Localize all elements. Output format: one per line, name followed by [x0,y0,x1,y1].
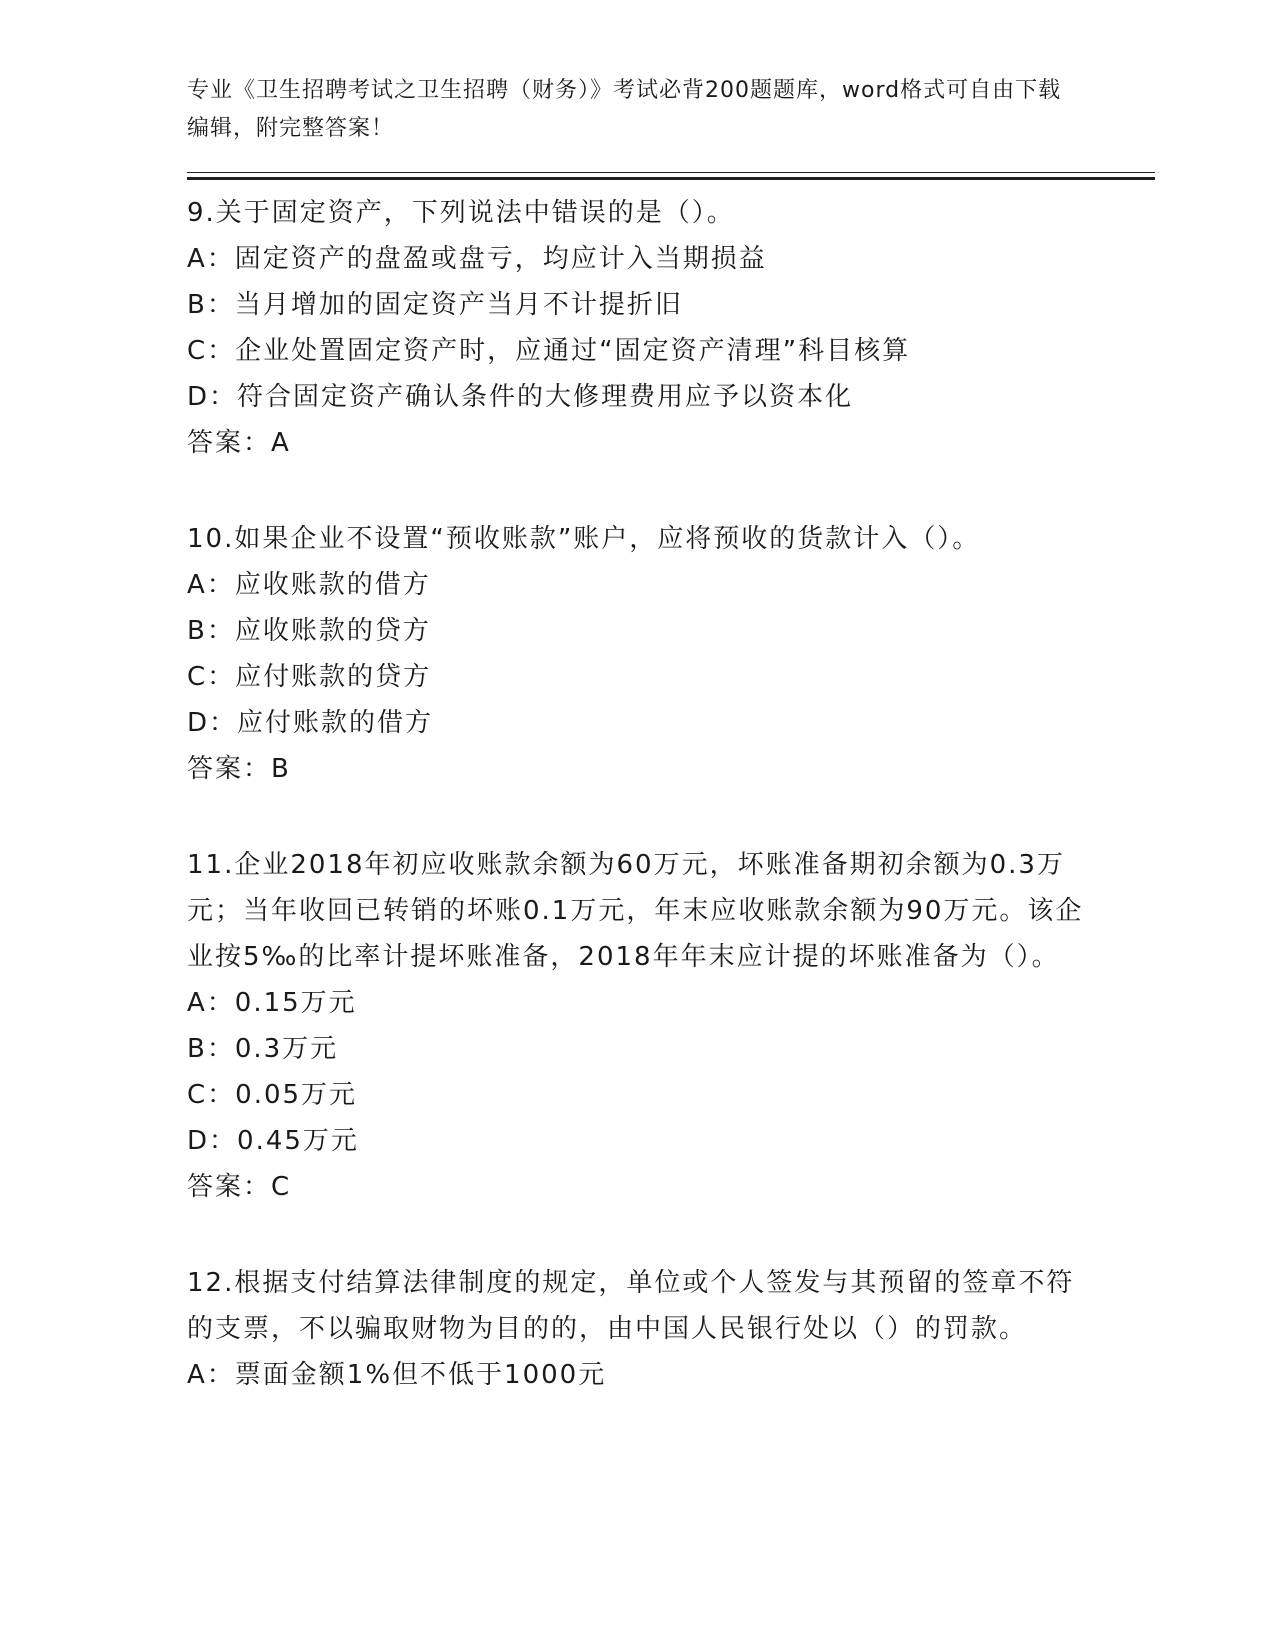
answer: 答案：B [187,754,291,784]
question-12 [187,1260,1087,1398]
option-c: C：0.05万元 [187,1080,358,1110]
header-divider-bold [187,177,1155,180]
option-d: D：符合固定资产确认条件的大修理费用应予以资本化 [187,382,854,412]
option-b: B：当月增加的固定资产当月不计提折旧 [187,290,683,320]
question-stem: 11.企业2018年初应收账款余额为60万元，坏账准备期初余额为0.3万元；当年收回已转销的坏账0.1万元，年末应收账款余额为90万元。该企业按5‰的比率计提坏账准备，2018年年末应计提的坏账准备为（）。 [187,850,1084,972]
option-d: D：应付账款的借方 [187,708,434,738]
header-divider [187,172,1155,173]
question-11 [187,842,1087,1210]
header-title: 专业《卫生招聘考试之卫生招聘（财务）》考试必背200题题库，word格式可自由下载编辑，附完整答案！ [187,78,1062,141]
answer: 答案：A [187,428,291,458]
question-stem: 10.如果企业不设置“预收账款”账户，应将预收的货款计入（）。 [187,524,981,554]
option-c: C：应付账款的贷方 [187,662,432,692]
option-a: A：固定资产的盘盈或盘亏，均应计入当期损益 [187,244,767,274]
option-a: A：票面金额1%但不低于1000元 [187,1360,607,1390]
question-9 [187,190,1087,466]
option-b: B：0.3万元 [187,1034,339,1064]
option-b: B：应收账款的贷方 [187,616,431,646]
question-list [187,190,1087,1448]
option-a: A：应收账款的借方 [187,570,431,600]
question-stem: 12.根据支付结算法律制度的规定，单位或个人签发与其预留的签章不符的支票，不以骗取财物为目的的，由中国人民银行处以（）的罚款。 [187,1268,1075,1344]
option-a: A：0.15万元 [187,988,357,1018]
document-header [187,72,1067,148]
question-stem: 9.关于固定资产，下列说法中错误的是（）。 [187,198,735,228]
option-d: D：0.45万元 [187,1126,359,1156]
question-10 [187,516,1087,792]
answer: 答案：C [187,1172,292,1202]
option-c: C：企业处置固定资产时，应通过“固定资产清理”科目核算 [187,336,911,366]
